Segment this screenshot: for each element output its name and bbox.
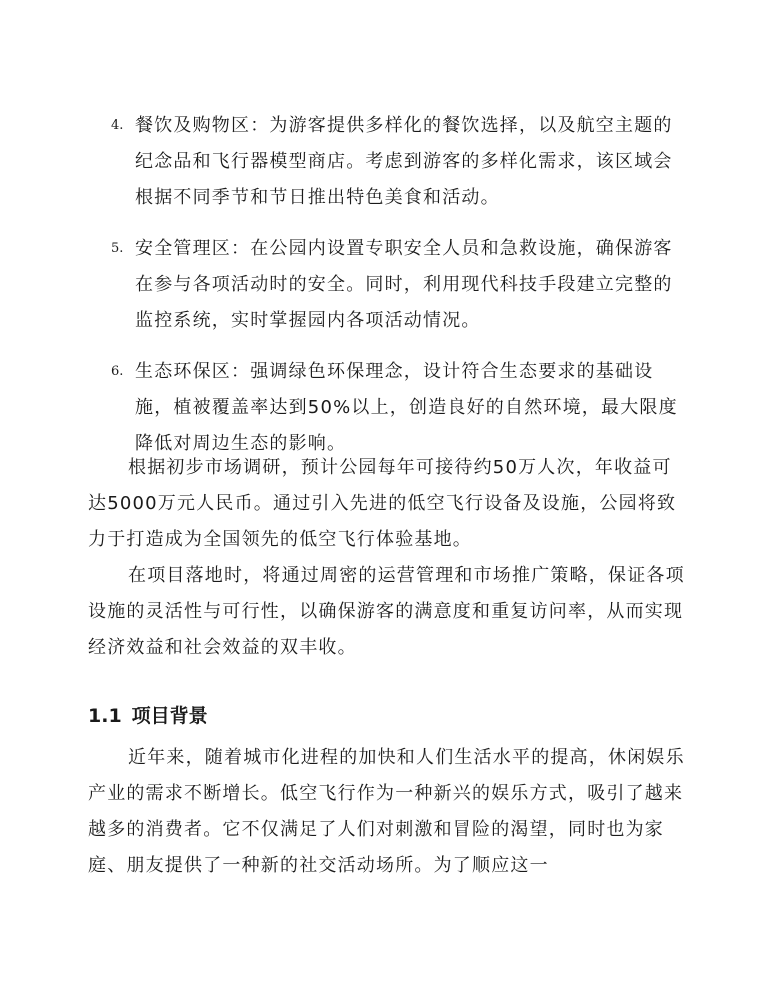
list-item-number: 6.	[111, 364, 124, 379]
paragraph-market-research: 根据初步市场调研，预计公园每年可接待约50万人次，年收益可达5000万元人民币。通过引入先进的低空飞行设备及设施，公园将致力于打造成为全国领先的低空飞行体验基地。	[88, 457, 677, 550]
list-item	[0, 108, 765, 216]
list-item	[0, 231, 765, 339]
section-number: 1.1	[88, 705, 122, 727]
section-heading	[88, 698, 208, 734]
list-item-number: 4.	[111, 118, 124, 133]
numbered-list	[0, 108, 765, 477]
section-body	[88, 740, 688, 884]
body-paragraphs	[88, 450, 688, 666]
list-item	[0, 354, 765, 462]
list-item-text: 餐饮及购物区：为游客提供多样化的餐饮选择，以及航空主题的纪念品和飞行器模型商店。考虑到游客的多样化需求，该区域会根据不同季节和节日推出特色美食和活动。	[135, 115, 673, 208]
list-item-number: 5.	[111, 241, 124, 256]
list-item-text: 生态环保区：强调绿色环保理念，设计符合生态要求的基础设施，植被覆盖率达到50%以上，创造良好的自然环境，最大限度降低对周边生态的影响。	[135, 361, 678, 454]
paragraph-background: 近年来，随着城市化进程的加快和人们生活水平的提高，休闲娱乐产业的需求不断增长。低空飞行作为一种新兴的娱乐方式，吸引了越来越多的消费者。它不仅满足了人们对刺激和冒险的渴望，同时也为家庭、朋友提供了一种新的社交活动场所。为了顺应这一	[88, 747, 685, 876]
section-title: 项目背景	[131, 705, 208, 727]
paragraph-implementation: 在项目落地时，将通过周密的运营管理和市场推广策略，保证各项设施的灵活性与可行性，以确保游客的满意度和重复访问率，从而实现经济效益和社会效益的双丰收。	[88, 565, 685, 658]
list-item-text: 安全管理区：在公园内设置专职安全人员和急救设施，确保游客在参与各项活动时的安全。同时，利用现代科技手段建立完整的监控系统，实时掌握园内各项活动情况。	[135, 238, 673, 331]
